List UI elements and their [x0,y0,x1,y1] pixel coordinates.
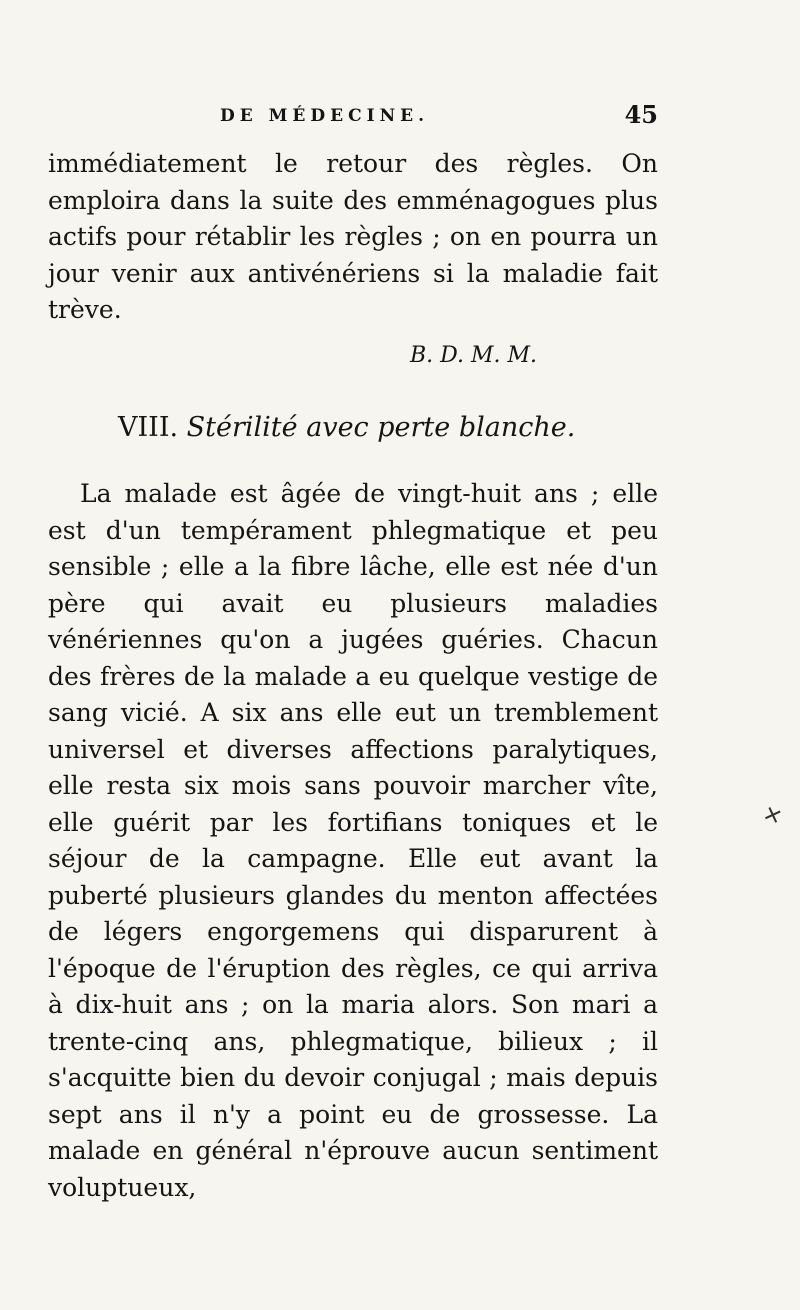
section-title: Stérilité avec perte blanche. [186,412,576,443]
margin-pen-mark: + [756,796,790,834]
paragraph-case [48,476,658,1206]
paragraph-text: immédiatement le retour des règles. On emploira dans la suite des emménagogues plus actifs pour rétablir les règles ; on en pourra un jour venir aux antivénériens si la maladie fait trève. [48,149,658,324]
page-number: 45 [624,100,658,129]
running-head: DE MÉDECINE. [220,106,429,126]
section-number: VIII. [118,412,179,443]
section-heading [118,412,575,443]
paragraph-text: La malade est âgée de vingt-huit ans ; elle est d'un tempérament phlegmatique et peu sensible ; elle a la fibre lâche, elle est née d'un père qui avait eu plusieurs maladies vénériennes qu'on a jugées guéries. Chacun des frères de la malade a eu quelque vestige de sang vicié. A six ans elle eut un tremblement universel et diverses affections paralytiques, elle resta six mois sans pouvoir marcher vîte, elle guérit par les fortifians toniques et le séjour de la campagne. Elle eut avant la puberté plusieurs glandes du menton affectées de légers engorgemens qui disparurent à l'époque de l'éruption des règles, ce qui arriva à dix-huit ans ; on la maria alors. Son mari a trente-cinq ans, phlegmatique, bilieux ; il s'acquitte bien du devoir conjugal ; mais depuis sept ans il n'y a point eu de grossesse. La malade en général n'éprouve aucun sentiment voluptueux, [48,479,658,1202]
signature-initials: B. D. M. M. [410,343,538,368]
paragraph-continued [48,146,658,329]
page-header [48,100,658,136]
